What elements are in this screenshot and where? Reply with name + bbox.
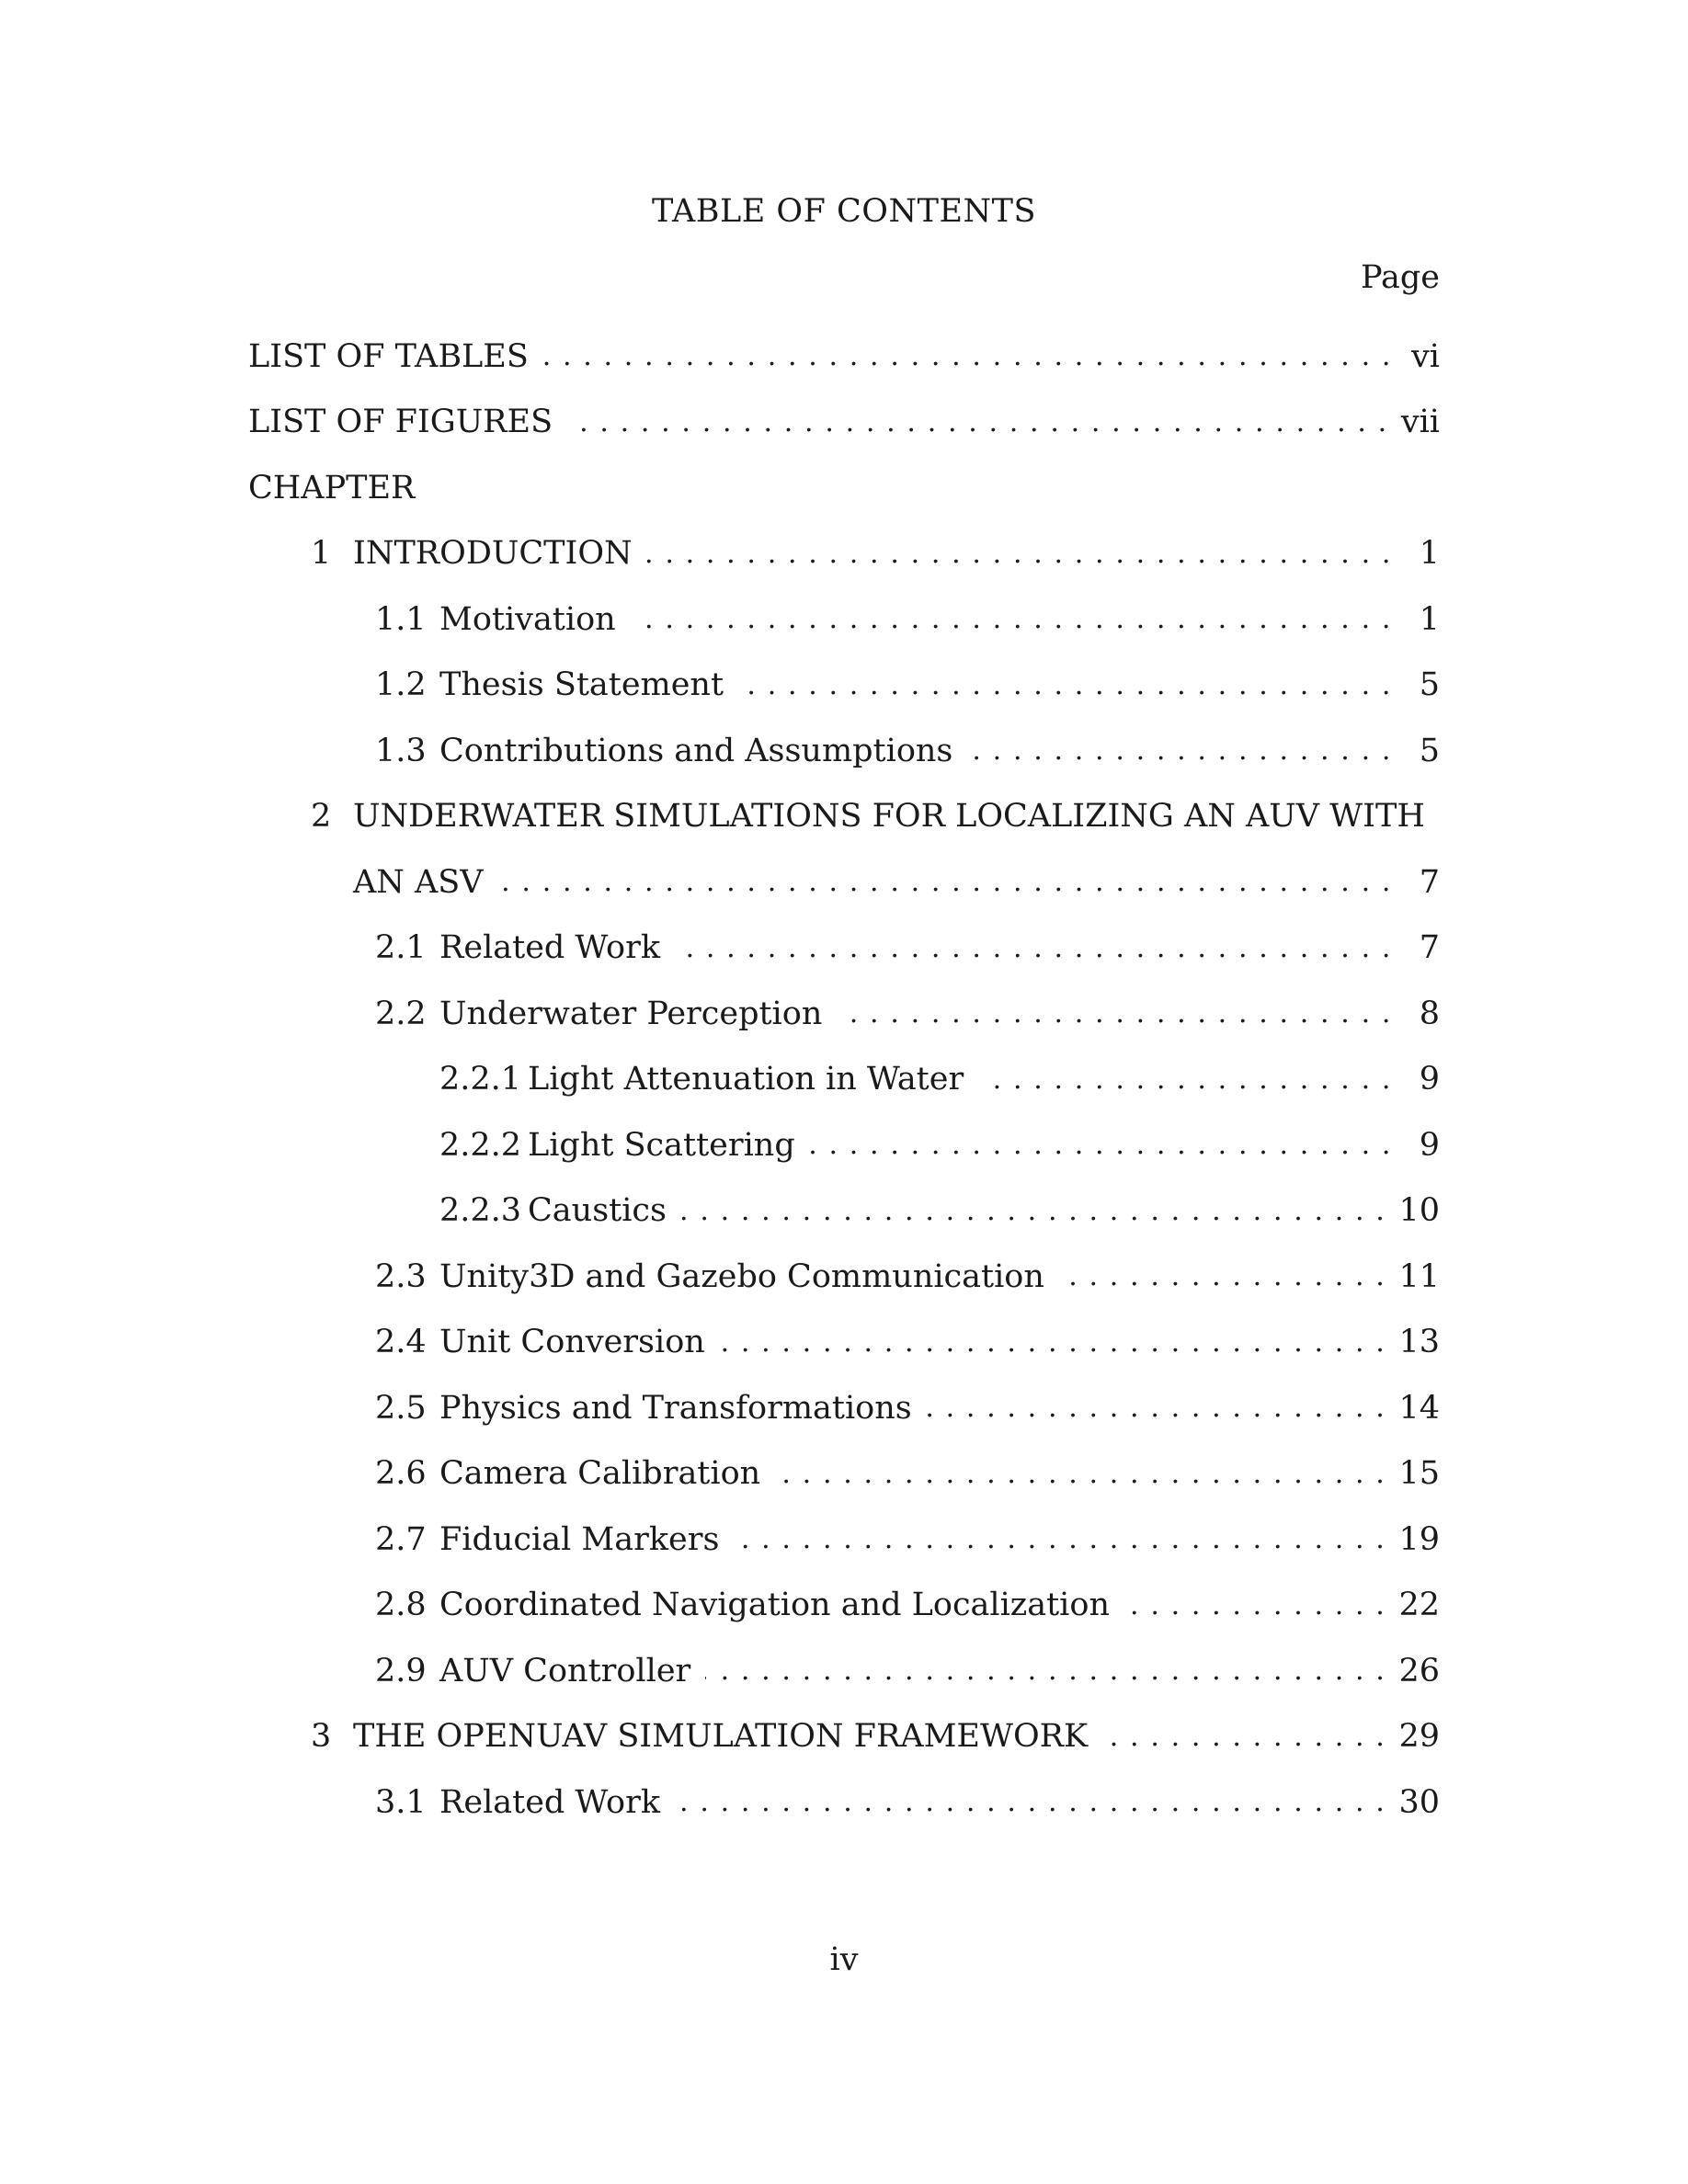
toc-entry-title: Contributions and Assumptions [439,732,953,769]
toc-entry-number: 1.3 [375,732,427,769]
toc-entry-section[interactable] [248,1507,1440,1573]
toc-entry-chapter-continued[interactable] [248,849,1440,916]
toc-entry-title: LIST OF TABLES [248,337,529,375]
toc-entry-section[interactable] [248,1441,1440,1507]
dot-leader [738,669,1392,701]
toc-entry-number: 2.2.3 [439,1192,522,1230]
toc-entry-subsection[interactable] [248,1047,1440,1113]
dot-leader [631,603,1392,635]
toc-entry-number: 2.5 [375,1389,427,1427]
table-of-contents [248,324,1440,1836]
toc-entry-page: 5 [1419,666,1440,704]
dot-leader [927,1392,1386,1424]
toc-entry-number: 2.2 [375,995,427,1032]
toc-entry-page: 9 [1419,1126,1440,1164]
toc-entry-number: 1 [311,535,332,573]
toc-entry-title: Related Work [439,929,661,967]
toc-entry-list-of-tables[interactable] [248,324,1440,390]
toc-entry-subsection[interactable] [248,1112,1440,1178]
toc-entry-title: AUV Controller [439,1652,691,1689]
dot-leader [1124,1589,1386,1621]
toc-entry-section[interactable] [248,586,1440,653]
toc-entry-number: 3 [311,1718,332,1756]
toc-entry-title: INTRODUCTION [353,535,633,573]
toc-entry-title: Unit Conversion [439,1324,705,1361]
dot-leader [837,997,1392,1029]
toc-entry-number: 2.3 [375,1257,427,1295]
toc-entry-title: AN ASV [353,863,484,901]
toc-entry-page: 30 [1398,1783,1440,1821]
toc-entry-page: vi [1411,337,1440,375]
dot-leader [567,406,1388,438]
toc-entry-number: 2.9 [375,1652,427,1689]
toc-entry-title: THE OPENUAV SIMULATION FRAMEWORK [353,1718,1089,1756]
toc-entry-number: 2.4 [375,1324,427,1361]
toc-entry-page: 7 [1419,929,1440,967]
toc-entry-section[interactable] [248,1310,1440,1376]
toc-entry-section[interactable] [248,1244,1440,1310]
page-title: TABLE OF CONTENTS [652,193,1036,230]
toc-entry-page: 1 [1419,600,1440,638]
toc-entry-number: 2.8 [375,1587,427,1624]
toc-entry-title: Coordinated Navigation and Localization [439,1587,1110,1624]
toc-entry-number: 3.1 [375,1783,427,1821]
toc-entry-title: LIST OF FIGURES [248,404,553,441]
dot-leader [978,1064,1392,1096]
toc-entry-page: 5 [1419,732,1440,769]
toc-entry-number: 2.6 [375,1455,427,1493]
dot-leader [775,1458,1386,1490]
toc-entry-title: Motivation [439,600,616,638]
dot-leader [810,1129,1392,1161]
toc-entry-chapter[interactable] [248,1704,1440,1770]
toc-heading-title: CHAPTER [248,469,416,506]
toc-entry-title: Thesis Statement [439,666,724,704]
toc-entry-page: 26 [1398,1652,1440,1689]
toc-entry-section[interactable] [248,718,1440,784]
toc-entry-page: 22 [1398,1587,1440,1624]
toc-entry-chapter[interactable] [248,521,1440,587]
toc-entry-number: 1.2 [375,666,427,704]
dot-leader [1059,1260,1386,1292]
page-column-label: Page [1361,259,1440,296]
toc-entry-title: Underwater Perception [439,995,823,1032]
toc-entry-page: 29 [1398,1718,1440,1756]
toc-entry-page: 13 [1398,1324,1440,1361]
toc-entry-number: 2.2.2 [439,1126,522,1164]
toc-entry-section[interactable] [248,1638,1440,1704]
dot-leader [705,1655,1386,1687]
dot-leader [734,1523,1386,1555]
toc-entry-title: Light Scattering [528,1126,795,1164]
toc-entry-subsection[interactable] [248,1178,1440,1245]
toc-entry-page: 11 [1398,1257,1440,1295]
dot-leader [543,340,1392,372]
toc-entry-number: 2 [311,798,332,836]
toc-entry-section[interactable] [248,916,1440,982]
dot-leader [720,1326,1386,1359]
toc-entry-page: 1 [1419,535,1440,573]
toc-entry-number: 2.1 [375,929,427,967]
toc-entry-page: 8 [1419,995,1440,1032]
toc-entry-section[interactable] [248,653,1440,719]
toc-entry-page: 7 [1419,863,1440,901]
toc-entry-title: Related Work [439,1783,661,1821]
dot-leader [681,1195,1386,1227]
toc-entry-title: Light Attenuation in Water [528,1061,964,1098]
toc-entry-title: UNDERWATER SIMULATIONS FOR LOCALIZING AN AUV WITH [353,798,1425,836]
toc-entry-page: 9 [1419,1061,1440,1098]
toc-entry-number: 2.2.1 [439,1061,522,1098]
toc-entry-list-of-figures[interactable] [248,390,1440,456]
dot-leader [498,866,1392,898]
toc-entry-section[interactable] [248,1769,1440,1836]
toc-entry-page: 19 [1398,1520,1440,1558]
toc-entry-title: Caustics [528,1192,667,1230]
dot-leader [675,1786,1386,1818]
toc-entry-section[interactable] [248,1573,1440,1639]
dot-leader [675,932,1392,964]
toc-entry-page: 14 [1398,1389,1440,1427]
dot-leader [967,734,1392,767]
toc-entry-number: 1.1 [375,600,427,638]
toc-entry-page: 10 [1398,1192,1440,1230]
footer-page-number: iv [829,1941,859,1978]
dot-leader [647,538,1392,570]
toc-entry-section[interactable] [248,981,1440,1047]
toc-entry-page: 15 [1398,1455,1440,1493]
toc-entry-title: Fiducial Markers [439,1520,720,1558]
toc-entry-section[interactable] [248,1375,1440,1441]
dot-leader [1102,1721,1386,1753]
toc-entry-number: 2.7 [375,1520,427,1558]
toc-entry-title: Unity3D and Gazebo Communication [439,1257,1044,1295]
toc-entry-page: vii [1400,404,1440,441]
toc-heading-chapter [248,455,1440,521]
toc-entry-title: Physics and Transformations [439,1389,912,1427]
toc-entry-title: Camera Calibration [439,1455,761,1493]
toc-entry-chapter[interactable] [248,784,1440,850]
